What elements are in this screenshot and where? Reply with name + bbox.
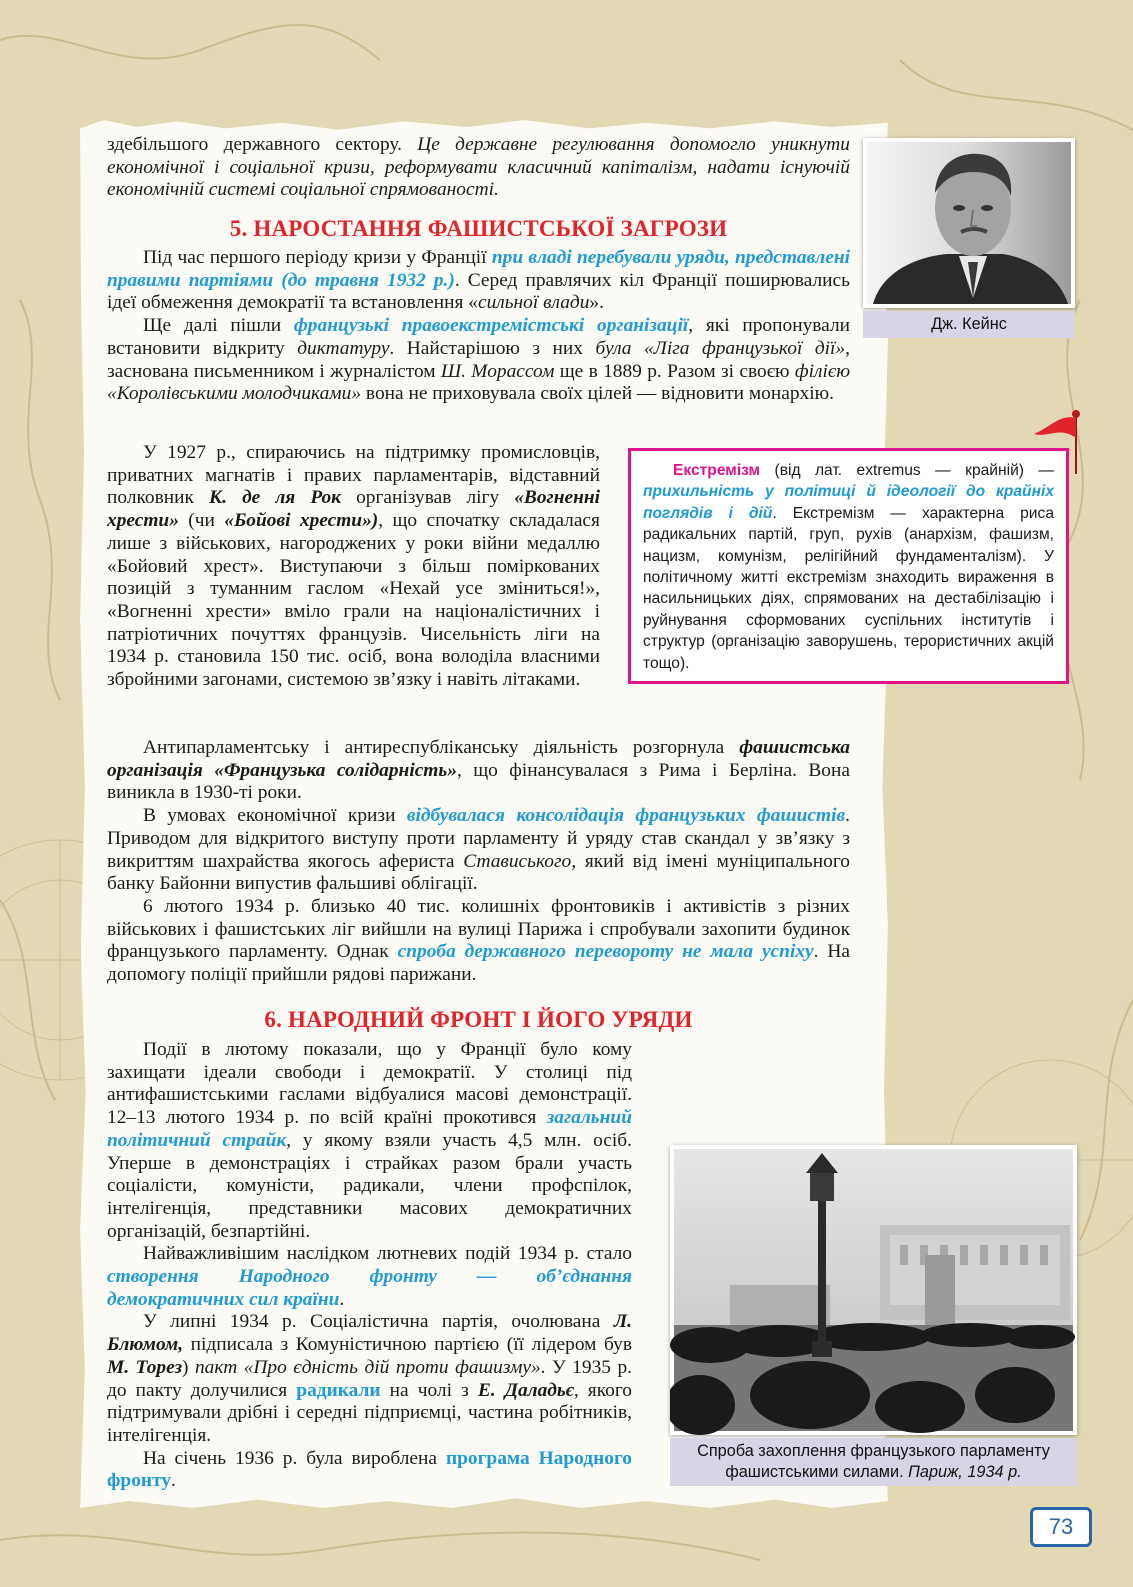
paris-riot-image [670, 1145, 1077, 1435]
s5-p5-highlight: відбувалася консолідація французьких фашистів [406, 805, 846, 827]
s6-p1-highlight: загальний політичний страйк [107, 1107, 632, 1151]
definition-box-extremism: Екстремізм (від лат. extremus — крайній) — прихильність у політиці й ідеології до крайніх поглядів і дій. Екстремізм — характерна риса радикальних партій, груп, рухів (анархізм, фашизм, нацизм, комунізм, релігійний фундаменталізм). У політичному житті екстремізм знаходить вираження в насильницьких діях, спрямованих на дестабілізацію і руйнування сформованих суспільних інститутів і структур (організацію заворушень, терористичних акцій тощо). [628, 448, 1069, 684]
section-5-narrow [107, 442, 600, 692]
section-5-bottom [107, 737, 850, 987]
keynes-caption [863, 311, 1075, 338]
paris-1934-photo [670, 1145, 1077, 1435]
paris-caption-text: Спроба захоплення французького парламенту фашистськими силами. [697, 1442, 1050, 1481]
intro-text: здебільшого державного сектору. [107, 134, 418, 155]
keynes-photo [863, 138, 1075, 308]
section-5-top [107, 247, 850, 406]
s6-p4-highlight: програма Народного фронту [107, 1447, 632, 1492]
s5-p2-highlight: французькі правоекстремістські організації [293, 315, 689, 337]
s5-p1: Під час першого періоду кризи у Франції при владі перебували уряди, представлені правими партіями (до травня 1932 р.). Серед правлячих кіл Франції поширювались ідеї обмеження демократії та встановлення «сильної влади». [107, 247, 851, 314]
s5-p1-highlight: при владі перебували уряди, представлені правими партіями (до травня 1932 р.) [107, 247, 851, 291]
intro-text-italic: Це державне регулювання допомогло уникнути економічної і соціальної кризи, реформувати класичний капіталізм, надати існуючій економічній системі соціальної спрямованості. [107, 134, 851, 201]
s6-p3-highlight: радикали [296, 1379, 381, 1401]
s5-p4: Антипарламентську і антиреспубліканську діяльність розгорнула фашистська організація «Французька солідарність», що фінансувалася з Рима і Берліна. Вона виникла в 1930-ті роки. [107, 737, 850, 804]
s6-p3: У липні 1934 р. Соціалістична партія, очолювана Л. Блюмом, підписала з Комуністичною партією (її лідером був М. Торез) пакт «Про єдність дій проти фашизму». У 1935 р. до пакту долучилися радикали на чолі з Е. Даладьє, якого підтримували дрібні і середні підприємці, частина робітників, інтелігенція. [107, 1311, 632, 1446]
s5-p3: У 1927 р., спираючись на підтримку промисловців, приватних магнатів і правих парламентарів, відставний полковник К. де ля Рок організував лігу «Вогненні хрести» (чи «Бойові хрести»), що спочатку складалася лише з військових, нагороджених у роки війни медаллю «Бойовий хрест». Виступаючи з більш поміркованих позицій з туманним гаслом «Нехай усе зміниться!», «Вогненні хрести» вміло грали на націоналістичних і патріотичних почуттях французів. Чисельність ліги на 1934 р. становила 150 тис. осіб, вона володіла власними збройними загонами, системою зв’язку і навіть літаками. [107, 442, 600, 691]
keynes-portrait-image [863, 138, 1075, 308]
keynes-caption-text: Дж. Кейнс [931, 315, 1007, 333]
s6-p2-highlight: створення Народного фронту — об’єднання демократичних сил країни [107, 1266, 632, 1310]
s5-p5: В умовах економічної кризи відбувалася консолідація французьких фашистів. Приводом для відкритого виступу проти парламенту й уряду став скандал у зв’язку з викриттям шахрайства якогось афериста Стависького, який від імені муніципального банку Байонни випустив фальшиві облігації. [107, 805, 850, 895]
s5-p6-highlight: спроба державного перевороту не мала успіху [397, 941, 814, 963]
section-5-heading: 5. НАРОСТАННЯ ФАШИСТСЬКОЇ ЗАГРОЗИ [229, 216, 728, 241]
s6-p4: На січень 1936 р. була вироблена програма Народного фронту. [107, 1447, 632, 1492]
page-number: 73 [1030, 1507, 1092, 1547]
intro-paragraph [107, 134, 850, 202]
s5-p2: Ще далі пішли французькі правоекстремістські організації, які пропонували встановити відкриту диктатуру. Найстарішою з них була «Ліга французької дії», заснована письменником і журналістом Ш. Морассом ще в 1889 р. Разом зі своєю філією «Королівськими молодчиками» вона не приховувала своїх цілей — відновити монархію. [107, 315, 850, 405]
definition-highlight: прихильність у політиці й ідеології до крайніх поглядів і дій [643, 483, 1054, 522]
paris-photo-caption [670, 1438, 1077, 1486]
s6-p1: Події в лютому показали, що у Франції було кому захищати ідеали свободи і демократії. У столиці під антифашистськими гаслами відбуалися масові демонстрації. 12–13 лютого 1934 р. по всій країні прокотився загальний політичний страйк, у якому взяли участь 4,5 млн. осіб. Уперше в демонстраціях і страйках разом брали участь соціалісти, комуністи, радикали, члени профспілок, інтелігенція, представники масових демократичних організацій, безпартійні. [107, 1039, 632, 1242]
definition-term: Екстремізм [673, 462, 761, 479]
s6-p2: Найважливішим наслідком лютневих подій 1934 р. стало створення Народного фронту — об’єднання демократичних сил країни. [107, 1243, 632, 1310]
section-6-heading: 6. НАРОДНИЙ ФРОНТ І ЙОГО УРЯДИ [264, 1007, 693, 1032]
s5-p6: 6 лютого 1934 р. близько 40 тис. колишніх фронтовиків і активістів з різних військових і фашистських ліг вийшли на вулиці Парижа і спробували захопити будинок французького парламенту. Однак спроба державного перевороту не мала успіху. На допомогу поліції прийшли рядові парижани. [107, 895, 850, 986]
paris-caption-italic: Париж, 1934 р. [908, 1463, 1022, 1481]
